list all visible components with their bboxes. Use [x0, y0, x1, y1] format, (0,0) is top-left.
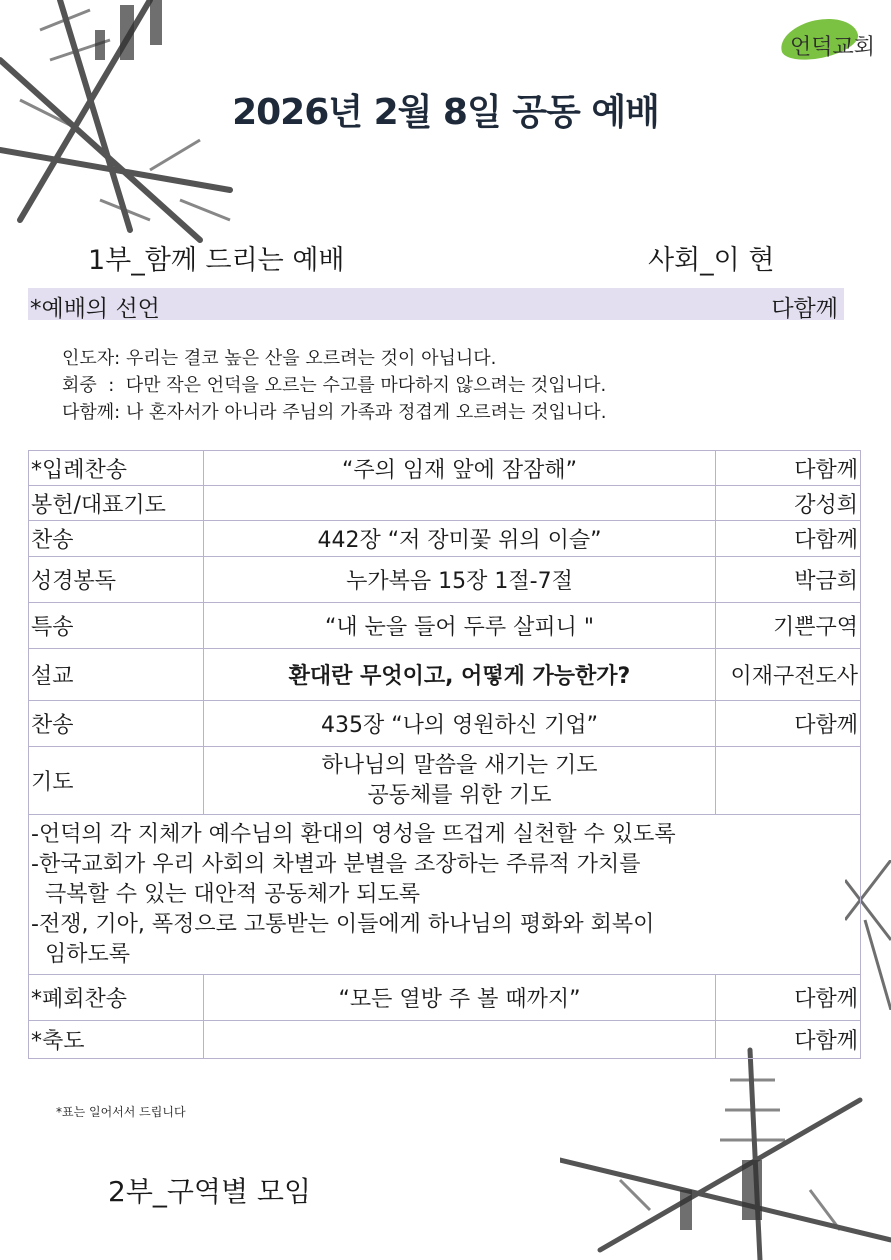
table-row — [29, 815, 861, 975]
item-content: 누가복음 15장 1절-7절 — [204, 557, 716, 603]
item-person: 기쁜구역 — [716, 603, 861, 649]
item-content: 435장 “나의 영원하신 기업” — [204, 701, 716, 747]
snowflake-bottom-right-decoration — [560, 1040, 891, 1260]
item-name: 기도 — [29, 747, 204, 815]
prayer-topic: -한국교회가 우리 사회의 차별과 분별을 조장하는 주류적 가치를 — [31, 851, 641, 877]
reading-line: 회중 : 다만 작은 언덕을 오르는 수고를 마다하지 않으려는 것입니다. — [62, 375, 607, 396]
table-row — [29, 521, 861, 557]
item-person: 다함께 — [716, 521, 861, 557]
responsive-reading — [62, 345, 606, 426]
item-name: *입례찬송 — [29, 451, 204, 486]
declaration-bar — [28, 288, 844, 320]
logo-text: 언덕교회 — [790, 35, 876, 60]
item-content — [204, 747, 716, 815]
table-row — [29, 747, 861, 815]
item-person: 다함께 — [716, 975, 861, 1021]
part1-label: 1부_함께 드리는 예배 — [88, 245, 345, 276]
item-name: 특송 — [29, 603, 204, 649]
item-name: 설교 — [29, 649, 204, 701]
declaration-label: *예배의 선언 — [30, 296, 160, 322]
item-content — [204, 1021, 716, 1059]
table-row — [29, 451, 861, 486]
church-logo — [780, 16, 888, 64]
prayer-line: 하나님의 말씀을 새기는 기도 — [321, 752, 598, 778]
item-name: 봉헌/대표기도 — [29, 486, 204, 521]
item-person: 다함께 — [716, 1021, 861, 1059]
item-name: 성경봉독 — [29, 557, 204, 603]
table-row — [29, 649, 861, 701]
standing-note: *표는 일어서서 드립니다 — [56, 1105, 186, 1119]
declaration-who: 다함께 — [771, 296, 838, 322]
page-title: 2026년 2월 8일 공동 예배 — [232, 92, 659, 133]
prayer-topic: 임하도록 — [31, 941, 130, 967]
item-content — [204, 486, 716, 521]
reading-line: 다함께: 나 혼자서가 아니라 주님의 가족과 정겹게 오르려는 것입니다. — [62, 402, 607, 423]
reading-line: 인도자: 우리는 결코 높은 산을 오르려는 것이 아닙니다. — [62, 348, 497, 369]
item-person: 다함께 — [716, 701, 861, 747]
table-row — [29, 701, 861, 747]
table-row — [29, 486, 861, 521]
table-row — [29, 1021, 861, 1059]
item-content: “내 눈을 들어 두루 살피니 " — [204, 603, 716, 649]
item-name: 찬송 — [29, 701, 204, 747]
item-name: *폐회찬송 — [29, 975, 204, 1021]
item-person — [716, 747, 861, 815]
prayer-topic: -언덕의 각 지체가 예수님의 환대의 영성을 뜨겁게 실천할 수 있도록 — [31, 821, 676, 847]
item-name: 찬송 — [29, 521, 204, 557]
item-person: 박금희 — [716, 557, 861, 603]
prayer-line: 공동체를 위한 기도 — [367, 782, 552, 808]
item-person: 다함께 — [716, 451, 861, 486]
item-content: “모든 열방 주 볼 때까지” — [204, 975, 716, 1021]
prayer-topic: -전쟁, 기아, 폭정으로 고통받는 이들에게 하나님의 평화와 회복이 — [31, 911, 655, 937]
part2-label: 2부_구역별 모임 — [108, 1175, 312, 1208]
item-content: 442장 “저 장미꽃 위의 이슬” — [204, 521, 716, 557]
prayer-topic: 극복할 수 있는 대안적 공동체가 되도록 — [31, 881, 420, 907]
prayer-topics — [29, 815, 861, 975]
table-row — [29, 603, 861, 649]
sermon-title: 환대란 무엇이고, 어떻게 가능한가? — [204, 649, 716, 701]
table-row — [29, 975, 861, 1021]
item-name: *축도 — [29, 1021, 204, 1059]
item-content: “주의 임재 앞에 잠잠해” — [204, 451, 716, 486]
order-of-worship-table — [28, 450, 861, 1059]
item-person: 이재구전도사 — [716, 649, 861, 701]
service-leader: 사회_이 현 — [648, 245, 775, 276]
table-row — [29, 557, 861, 603]
item-person: 강성희 — [716, 486, 861, 521]
